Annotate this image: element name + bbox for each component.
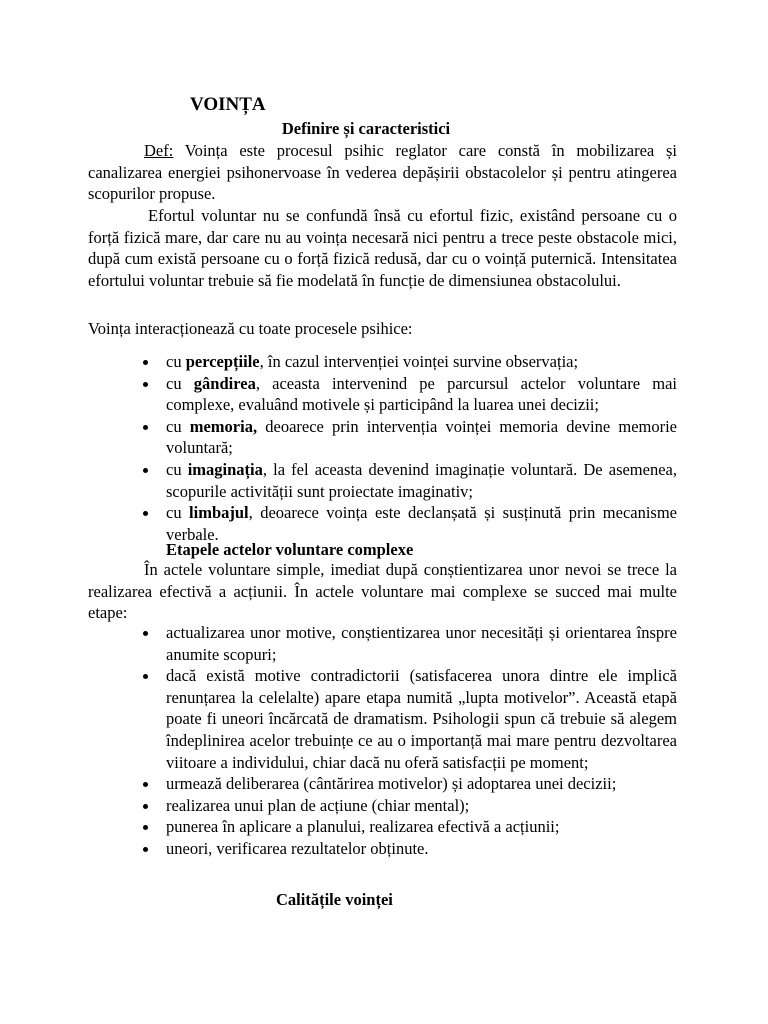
list-item: cu percepțiile, în cazul intervenției voinței survine observația;	[88, 351, 677, 373]
list-item: punerea în aplicare a planului, realizarea efectivă a acțiunii;	[88, 816, 677, 838]
list-item: cu imaginația, la fel aceasta devenind imaginație voluntară. De asemenea, scopurile activității sunt proiectate imaginativ;	[88, 459, 677, 502]
interaction-intro: Voința interacționează cu toate procesele psihice:	[88, 319, 413, 338]
term-percepții: percepțiile	[185, 352, 260, 371]
definition-paragraph	[88, 140, 677, 205]
term-limbajul: limbajul	[189, 503, 249, 523]
definition-text: Voința este procesul psihic reglator care constă în mobilizarea și canalizarea energiei psihonervoase în vederea depășirii obstacolelor și pentru atingerea scopurilor propuse.	[88, 141, 677, 204]
stages-intro: În actele voluntare simple, imediat după conștientizarea unor nevoi se trece la realizarea efectivă a acțiunii. În actele voluntare mai complexe se succed mai multe etape:	[88, 560, 677, 623]
definition-label: Def:	[144, 141, 174, 160]
effort-paragraph: Efortul voluntar nu se confundă însă cu efortul fizic, existând persoane cu o forță fizică mare, dar care nu au voința necesară nici pentru a trece peste obstacole mici, după cum există persoane cu o forță fizică redusă, dar cu o voință puternică. Intensitatea efortului voluntar trebuie să fie modelată în funcție de dimensiunea obstacolului.	[88, 206, 677, 290]
term-memoria: memoria,	[189, 416, 258, 436]
list-item: uneori, verificarea rezultatelor obținute.	[88, 838, 677, 860]
section-subtitle: Definire și caracteristici	[281, 119, 451, 138]
list-item: dacă există motive contradictorii (satisfacerea unora dintre ele implică renunțarea la celelalte) apare etapa numită „lupta motivelor”. Această etapă poate fi uneori încărcată de dramatism. Psihologii spun că trebuie să alegem îndeplinirea acelor trebuințe ce au o importanță mai mare pentru dezvoltarea viitoare a individului, chiar dacă nu oferă satisfacții pe moment;	[88, 665, 677, 773]
term-imaginația: imaginația	[187, 459, 263, 479]
list-item: urmează deliberarea (cântărirea motivelor) și adoptarea unei decizii;	[88, 773, 677, 795]
list-item: actualizarea unor motive, conștientizarea unor necesități și orientarea înspre anumite scopuri;	[88, 622, 677, 665]
term-gândirea: gândirea	[193, 373, 256, 393]
document-title: VOINȚA	[190, 94, 266, 115]
list-item: cu memoria, deoarece prin intervenția voinței memoria devine memorie voluntară;	[88, 416, 677, 459]
interaction-list	[88, 351, 677, 545]
stages-heading: Etapele actelor voluntare complexe	[166, 540, 414, 559]
qualities-heading: Calitățile voinței	[276, 890, 393, 909]
stages-list	[88, 622, 677, 860]
list-item: cu gândirea, aceasta intervenind pe parcursul actelor voluntare mai complexe, evaluând motivele și participând la luarea unei decizii;	[88, 373, 677, 416]
list-item: realizarea unui plan de acțiune (chiar mental);	[88, 795, 677, 817]
list-item: cu limbajul, deoarece voința este declanșată și susținută prin mecanisme verbale.	[88, 502, 677, 545]
